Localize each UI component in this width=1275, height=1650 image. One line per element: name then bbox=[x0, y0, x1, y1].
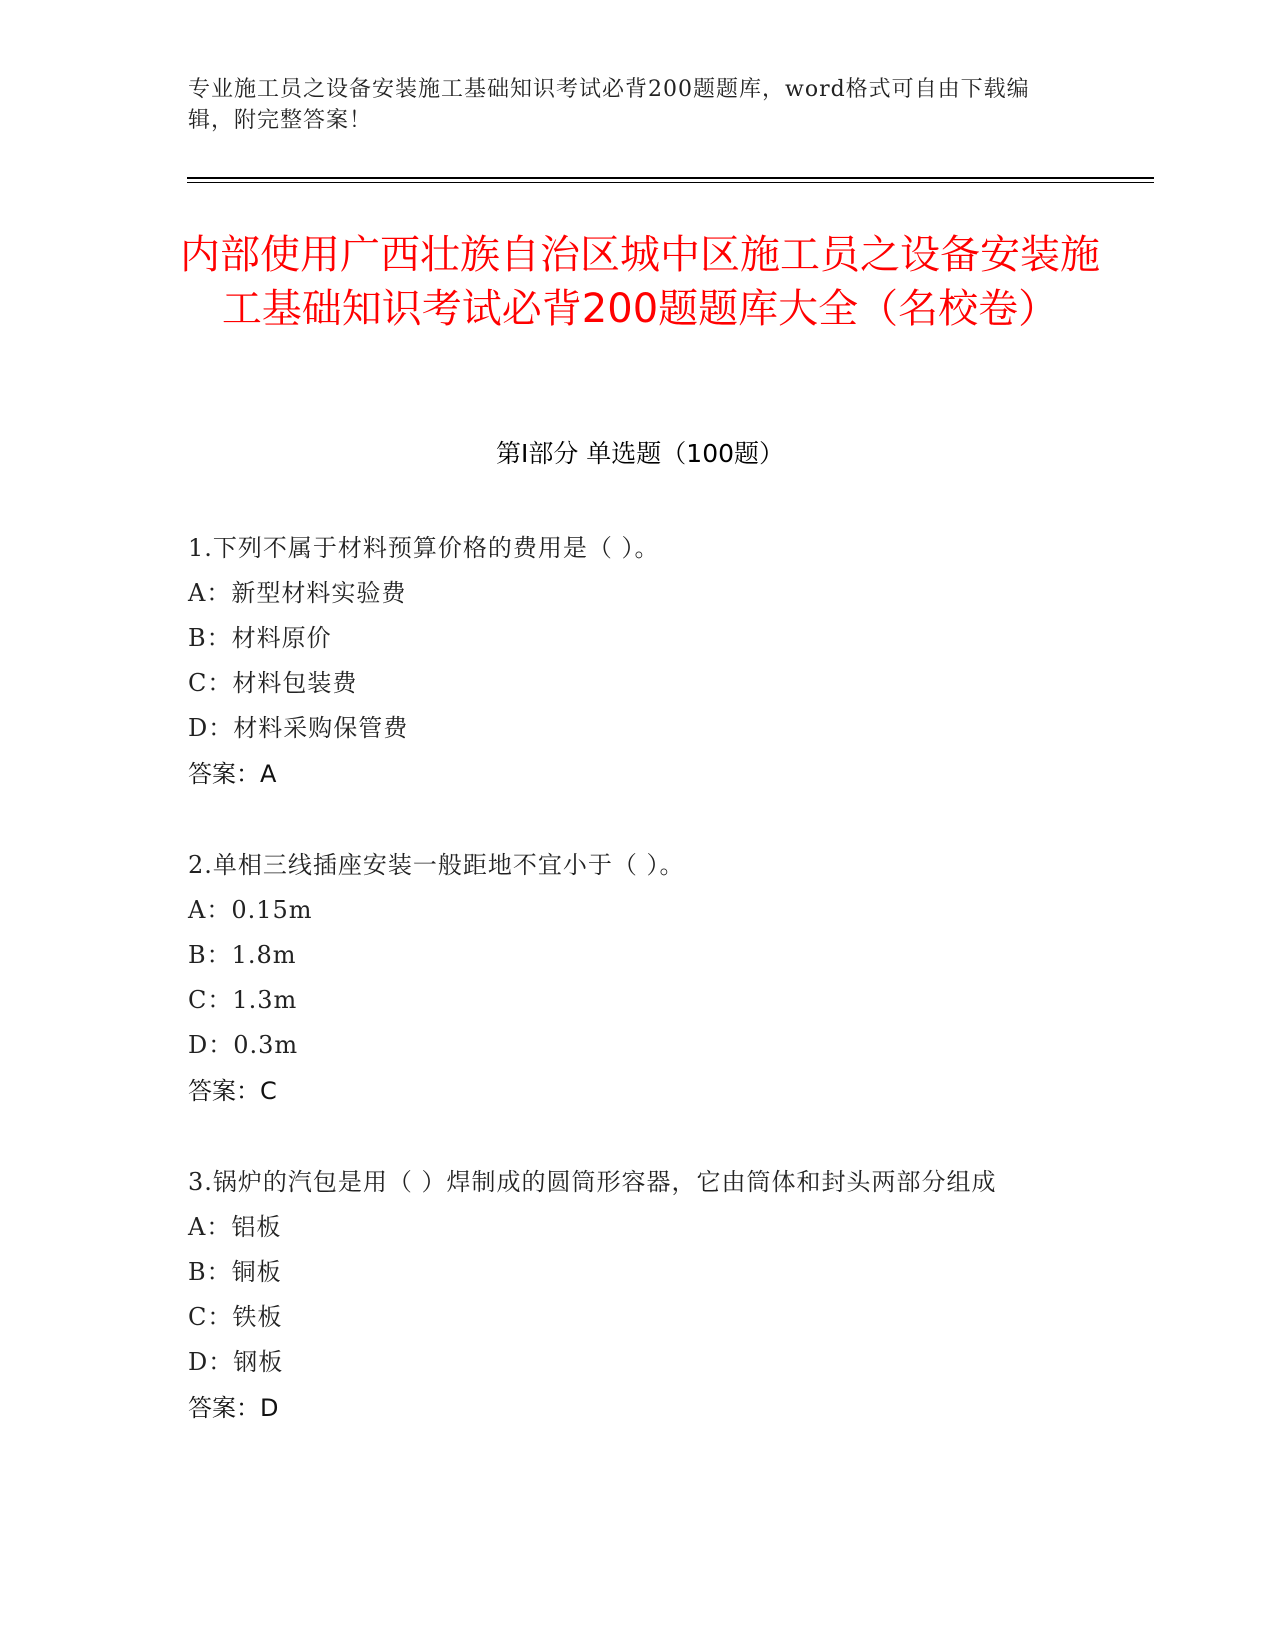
option-b: B：铜板 bbox=[188, 1258, 282, 1286]
answer-line: 答案：C bbox=[188, 1077, 277, 1105]
option-d: D：0.3m bbox=[188, 1031, 299, 1059]
question-stem: 3.锅炉的汽包是用（ ）焊制成的圆筒形容器，它由筒体和封头两部分组成 bbox=[188, 1168, 997, 1196]
section-title: 第Ⅰ部分 单选题（100题） bbox=[495, 439, 785, 468]
option-a: A：0.15m bbox=[188, 896, 313, 924]
question-1 bbox=[188, 525, 1088, 797]
answer-line: 答案：A bbox=[188, 760, 277, 788]
question-3 bbox=[188, 1159, 1088, 1431]
option-c: C：铁板 bbox=[188, 1303, 283, 1331]
document-title: 内部使用广西壮族自治区城中区施工员之设备安装施工基础知识考试必背200题题库大全（名校卷） bbox=[180, 232, 1100, 332]
option-d: D：钢板 bbox=[188, 1348, 284, 1376]
option-b: B：材料原价 bbox=[188, 624, 332, 652]
option-a: A：铝板 bbox=[188, 1213, 282, 1241]
option-c: C：材料包装费 bbox=[188, 669, 358, 697]
option-c: C：1.3m bbox=[188, 986, 298, 1014]
question-stem: 1.下列不属于材料预算价格的费用是（ ）。 bbox=[188, 534, 660, 562]
question-stem: 2.单相三线插座安装一般距地不宜小于（ ）。 bbox=[188, 851, 685, 879]
header-divider-thin bbox=[187, 182, 1154, 183]
question-2 bbox=[188, 842, 1088, 1114]
option-a: A：新型材料实验费 bbox=[188, 579, 407, 607]
option-b: B：1.8m bbox=[188, 941, 297, 969]
answer-line: 答案：D bbox=[188, 1394, 279, 1422]
header-divider-thick bbox=[187, 177, 1154, 179]
header-note: 专业施工员之设备安装施工基础知识考试必背200题题库，word格式可自由下载编辑，附完整答案！ bbox=[188, 77, 1030, 133]
option-d: D：材料采购保管费 bbox=[188, 714, 409, 742]
